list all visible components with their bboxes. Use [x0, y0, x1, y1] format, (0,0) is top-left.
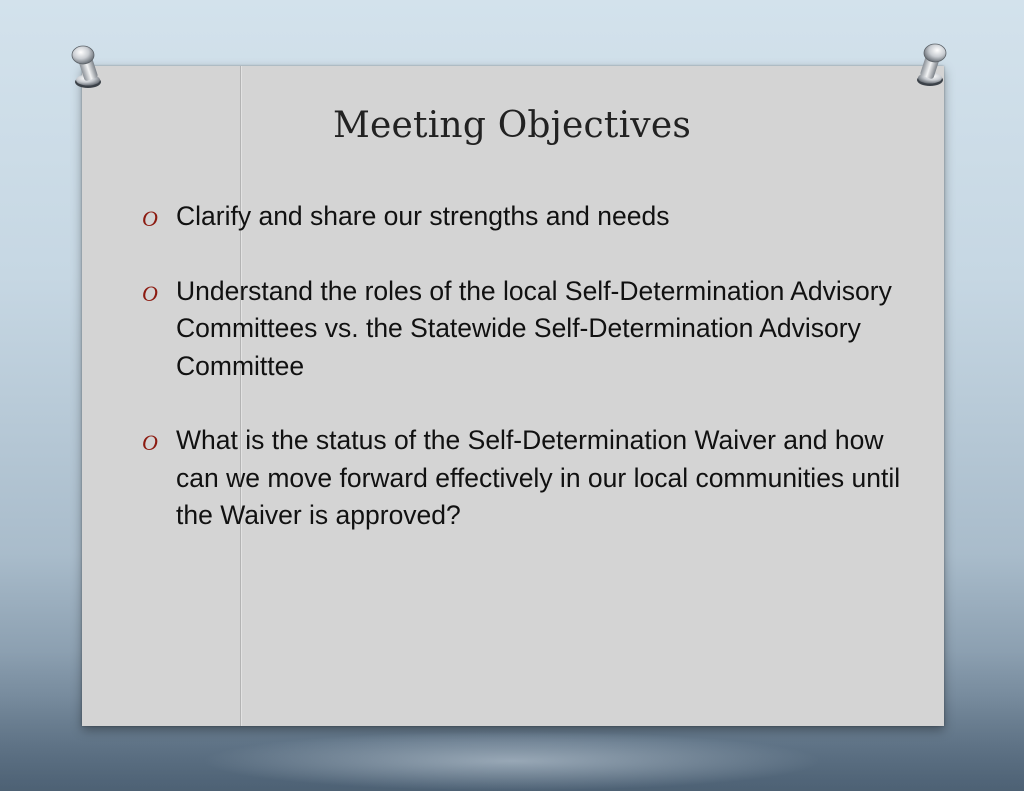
- bullet-text: Understand the roles of the local Self-Determination Advisory Committees vs. the Statewide Self-Determination Advisory Committee: [176, 275, 892, 381]
- bullet-text: Clarify and share our strengths and needs: [176, 201, 670, 231]
- slide-title: Meeting Objectives: [332, 105, 691, 146]
- bullet-marker: O: [142, 280, 158, 306]
- push-pin-icon: [68, 42, 106, 92]
- bullet-text: What is the status of the Self-Determination Waiver and how can we move forward effectively in our local communities until the Waiver is approved?: [176, 425, 901, 530]
- push-pin-icon: [912, 40, 950, 90]
- list-item: [142, 198, 922, 236]
- bullet-marker: O: [142, 430, 158, 455]
- bullet-list: [142, 198, 922, 572]
- background-glare: [200, 731, 824, 791]
- list-item: [142, 422, 922, 535]
- list-item: [142, 273, 922, 386]
- bullet-marker: O: [142, 206, 158, 231]
